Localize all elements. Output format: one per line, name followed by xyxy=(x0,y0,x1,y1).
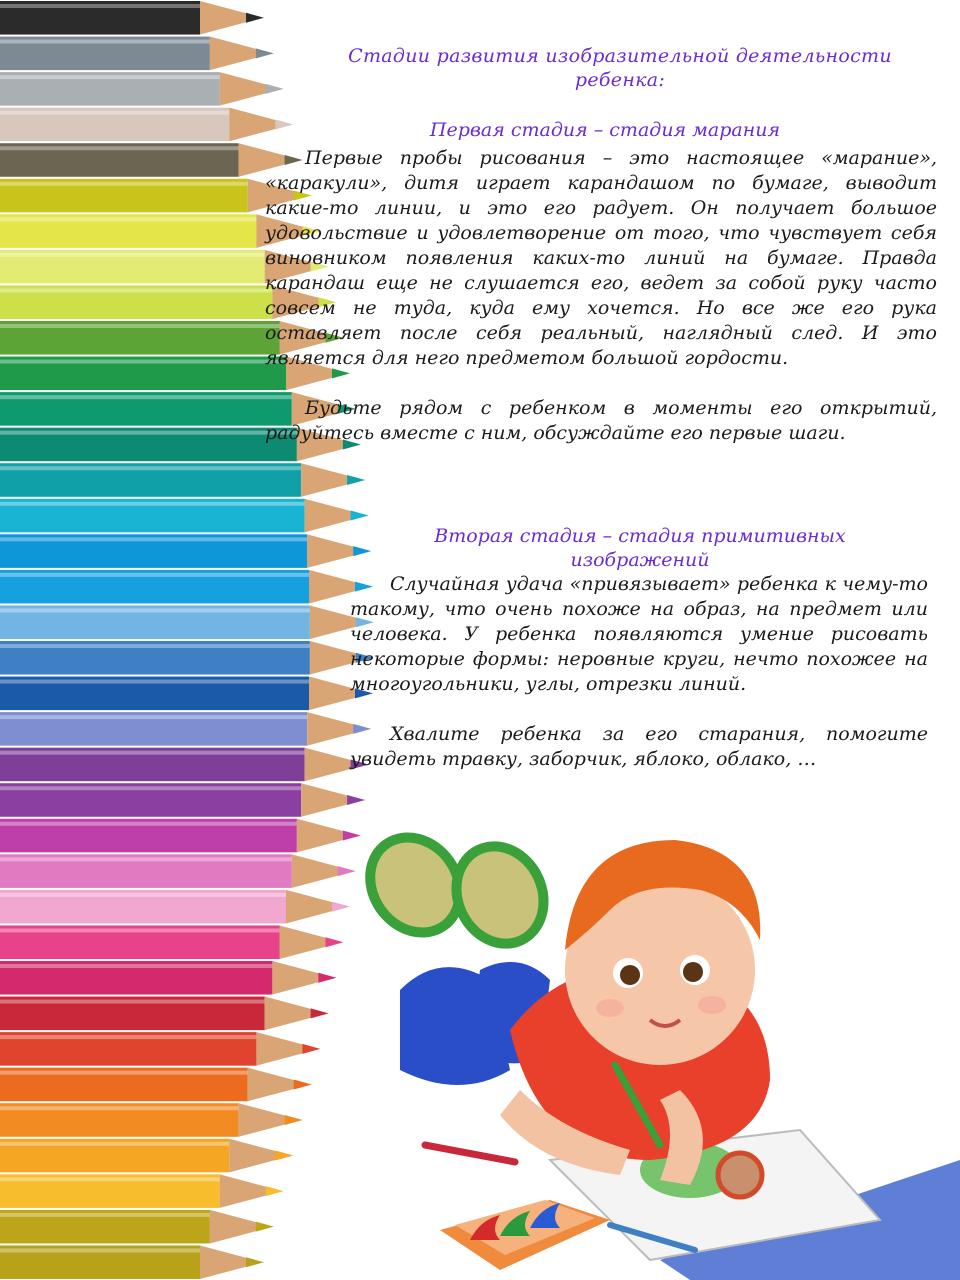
pencil xyxy=(0,748,369,782)
pencil xyxy=(0,819,361,853)
pencil xyxy=(0,143,303,177)
pencil xyxy=(0,997,329,1031)
pencil xyxy=(0,1245,264,1279)
stage2-paragraph-2: Хвалите ребенка за его старания, помогите увидеть травку, заборчик, яблоко, облако, … xyxy=(350,723,928,770)
pencil xyxy=(0,570,373,604)
pencil xyxy=(0,1,264,35)
pencil xyxy=(0,641,374,675)
stage1-heading: Первая стадия – стадия марания xyxy=(429,119,781,141)
pencil xyxy=(0,108,293,142)
pencil xyxy=(0,854,356,888)
pencil xyxy=(0,1068,312,1102)
pencil xyxy=(0,925,344,959)
stage2-heading: Вторая стадия – стадия примитивных изображений xyxy=(434,525,846,571)
pencil xyxy=(0,463,365,497)
pencil xyxy=(0,1032,320,1066)
pencil xyxy=(0,37,274,71)
pencil xyxy=(0,1103,303,1137)
pencil xyxy=(0,1210,274,1244)
pencil xyxy=(0,499,369,533)
pencil xyxy=(0,534,371,568)
pencil xyxy=(0,961,336,995)
pencil xyxy=(0,1174,284,1208)
stage2-paragraph-1: Случайная удача «привязывает» ребенка к чему-то такому, что очень похоже на образ, на предмет или человека. У ребенка появляются умение рисовать некоторые формы: неровные круги, нечто похожее на многоугольники, углы, отрезки линий. xyxy=(350,573,928,695)
stage1-paragraph-1: Первые пробы рисования – это настоящее «марание», «каракули», дитя играет карандашом по бумаге, выводит какие-то линии, и это его радует. Он получает большое удовольствие и удовлетворение от того, что чувствует себя виновником появления каких-то линий на бумаге. Правда карандаш еще не слушается его, ведет за собой руку часто совсем не туда, куда ему хочется. Но все же его рука оставляет после себя реальный, наглядный след. И это является для него предметом большой гордости. xyxy=(265,147,937,369)
pencil xyxy=(0,1139,293,1173)
red-pencil xyxy=(425,1145,515,1162)
page-title: Стадии развития изобразительной деятельности ребенка: xyxy=(348,45,892,91)
pencil xyxy=(0,72,284,106)
pencil xyxy=(0,677,373,711)
child-drawing-illustration xyxy=(360,800,960,1280)
pencil xyxy=(0,605,374,639)
pencil xyxy=(0,890,350,924)
stage1-paragraph-2: Будьте рядом с ребенком в моменты его открытий, радуйтесь вместе с ним, обсуждайте его первые шаги. xyxy=(265,397,937,444)
pencil xyxy=(0,783,365,817)
pencil xyxy=(0,712,371,746)
right-shoe xyxy=(441,832,559,958)
